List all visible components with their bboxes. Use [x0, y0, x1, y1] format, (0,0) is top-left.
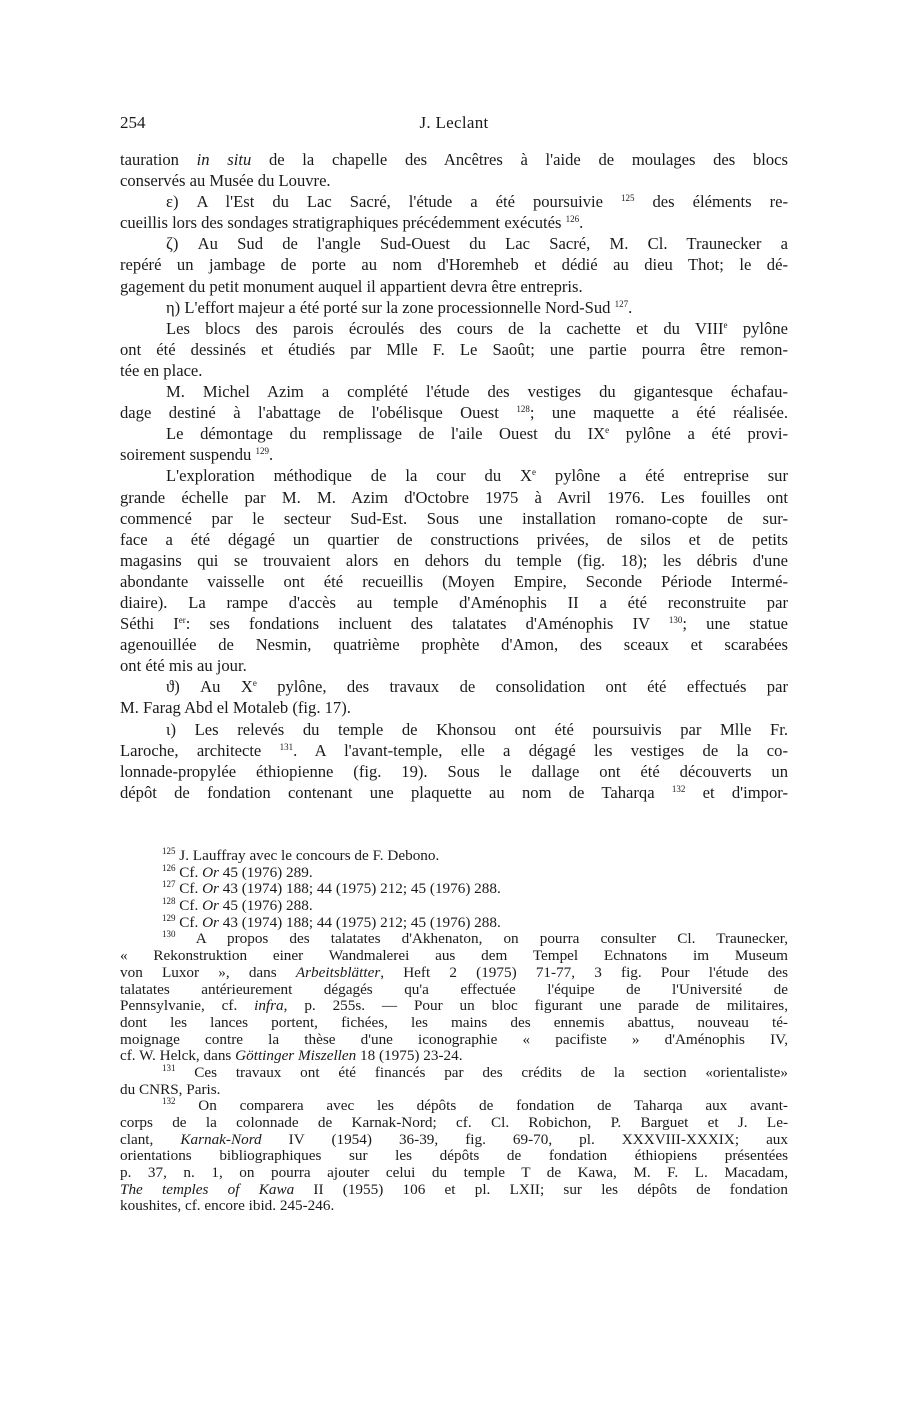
body-line: ont été dessinés et étudiés par Mlle F. Le Saoût; une partie pourra être remon- [120, 339, 788, 359]
footnote-line: orientations bibliographiques sur les dépôts de fondation éthiopiens présentées [120, 1147, 788, 1165]
footnote-line: cf. W. Helck, dans Göttinger Miszellen 18 (1975) 23-24. [120, 1047, 463, 1065]
body-text [120, 149, 788, 803]
body-line: agenouillée de Nesmin, quatrième prophète d'Amon, des sceaux et scarabées [120, 635, 788, 655]
footnote-line: corps de la colonnade de Karnak-Nord; cf. Cl. Robichon, P. Barguet et J. Le- [120, 1114, 788, 1131]
footnote-line: clant, Karnak-Nord IV (1954) 36-39, fig. 69-70, pl. XXXVIII-XXXIX; aux [120, 1130, 788, 1148]
body-line: ι) Les relevés du temple de Khonsou ont été poursuivis par Mlle Fr. [166, 719, 788, 739]
footnote-line: $^{128}$ Cf. Or 45 (1976) 288. [162, 896, 313, 915]
footnote-line: $^{131}$ Ces travaux ont été financés par des crédits de la section «orientaliste» [162, 1062, 788, 1081]
footnote-line: dont les lances portent, fichées, les mains des ennemis abattus, nouveau té- [120, 1013, 788, 1031]
footnote-line: von Luxor », dans Arbeitsblätter, Heft 2 (1975) 71-77, 3 fig. Pour l'étude des [120, 963, 788, 981]
body-line: ϑ) Au Xe pylône, des travaux de consolidation ont été effectués par [166, 677, 788, 697]
footnote-line: The temples of Kawa II (1955) 106 et pl. LXII; sur les dépôts de fondation [120, 1180, 788, 1198]
body-line: conservés au Musée du Louvre. [120, 171, 331, 191]
body-line: tauration in situ de la chapelle des Ancêtres à l'aide de moulages des blocs [120, 150, 788, 169]
body-line: diaire). La rampe d'accès au temple d'Aménophis II a été reconstruite par [120, 592, 788, 612]
footnotes [120, 848, 788, 1215]
body-line: gagement du petit monument auquel il appartient devra être entrepris. [120, 276, 583, 296]
body-line: ont été mis au jour. [120, 656, 247, 676]
body-line: repéré un jambage de porte au nom d'Horemheb et dédié au dieu Thot; le dé- [120, 255, 788, 275]
footnote-line: $^{127}$ Cf. Or 43 (1974) 188; 44 (1975) 212; 45 (1976) 288. [162, 879, 501, 898]
body-line: L'exploration méthodique de la cour du Xe pylône a été entreprise sur [166, 466, 788, 486]
body-line: lonnade-propylée éthiopienne (fig. 19). Sous le dallage ont été découverts un [120, 761, 788, 781]
body-line: ε) A l'Est du Lac Sacré, l'étude a été poursuivie $^{125}$ des éléments re- [166, 192, 788, 212]
footnote-line: $^{132}$ On comparera avec les dépôts de fondation de Taharqa aux avant- [162, 1096, 788, 1115]
body-line: ζ) Au Sud de l'angle Sud-Ouest du Lac Sacré, M. Cl. Traunecker a [166, 234, 788, 254]
body-line: Le démontage du remplissage de l'aile Ouest du IXe pylône a été provi- [166, 424, 788, 444]
footnote-line: koushites, cf. encore ibid. 245-246. [120, 1197, 335, 1215]
footnote-line: $^{125}$ J. Lauffray avec le concours de F. Debono. [162, 846, 440, 864]
body-line: M. Michel Azim a complété l'étude des vestiges du gigantesque échafau- [166, 382, 788, 402]
footnote-line: « Rekonstruktion einer Wandmalerei aus dem Tempel Echnatons im Museum [120, 947, 788, 965]
footnote-line: moignage contre la thèse d'une iconographie « pacifiste » d'Aménophis IV, [120, 1030, 788, 1048]
body-line: soirement suspendu $^{129}$. [120, 445, 274, 465]
footnote-line: Pennsylvanie, cf. infra, p. 255s. — Pour un bloc figurant une parade de militaires, [120, 997, 788, 1015]
body-line: abondante vaisselle ont été recueillis (Moyen Empire, Seconde Période Intermé- [120, 571, 788, 591]
page-header [120, 113, 788, 137]
page-number: 254 [120, 113, 146, 132]
footnote-line: p. 37, n. 1, on pourra ajouter celui du temple T de Kawa, M. F. L. Macadam, [120, 1164, 788, 1182]
body-line: commencé par le secteur Sud-Est. Sous une installation romano-copte de sur- [120, 508, 788, 528]
body-line: Les blocs des parois écroulés des cours de la cachette et du VIIIe pylône [166, 318, 788, 338]
body-line: grande échelle par M. M. Azim d'Octobre 1975 à Avril 1976. Les fouilles ont [120, 487, 788, 507]
footnote-line: $^{129}$ Cf. Or 43 (1974) 188; 44 (1975) 212; 45 (1976) 288. [162, 912, 501, 931]
body-line: Laroche, architecte $^{131}$. A l'avant-temple, elle a dégagé les vestiges de la co- [120, 740, 788, 760]
body-line: face a été dégagé un quartier de constructions privées, de silos et de petits [120, 529, 788, 549]
body-line: cueillis lors des sondages stratigraphiques précédemment exécutés $^{126}$. [120, 213, 584, 233]
body-line: magasins qui se trouvaient alors en dehors du temple (fig. 18); les débris d'une [120, 550, 788, 570]
body-line: tée en place. [120, 360, 203, 380]
body-line: dépôt de fondation contenant une plaquette au nom de Taharqa $^{132}$ et d'impor- [120, 782, 788, 802]
body-line: M. Farag Abd el Motaleb (fig. 17). [120, 698, 351, 718]
body-line: dage destiné à l'abattage de l'obélisque Ouest $^{128}$; une maquette a été réalisée. [120, 403, 788, 423]
footnote-line: $^{130}$ A propos des talatates d'Akhenaton, on pourra consulter Cl. Traunecker, [162, 929, 788, 948]
running-head-author: J. Leclant [419, 113, 489, 132]
body-line: η) L'effort majeur a été porté sur la zone processionnelle Nord-Sud $^{127}$. [166, 297, 633, 317]
footnote-line: $^{126}$ Cf. Or 45 (1976) 289. [162, 862, 313, 881]
body-line: Séthi Ier: ses fondations incluent des talatates d'Aménophis IV $^{130}$; une statue [120, 614, 788, 634]
footnote-line: talatates antérieurement dégagés qu'a effectuée l'équipe de l'Université de [120, 980, 788, 998]
footnote-line: du CNRS, Paris. [120, 1080, 221, 1098]
